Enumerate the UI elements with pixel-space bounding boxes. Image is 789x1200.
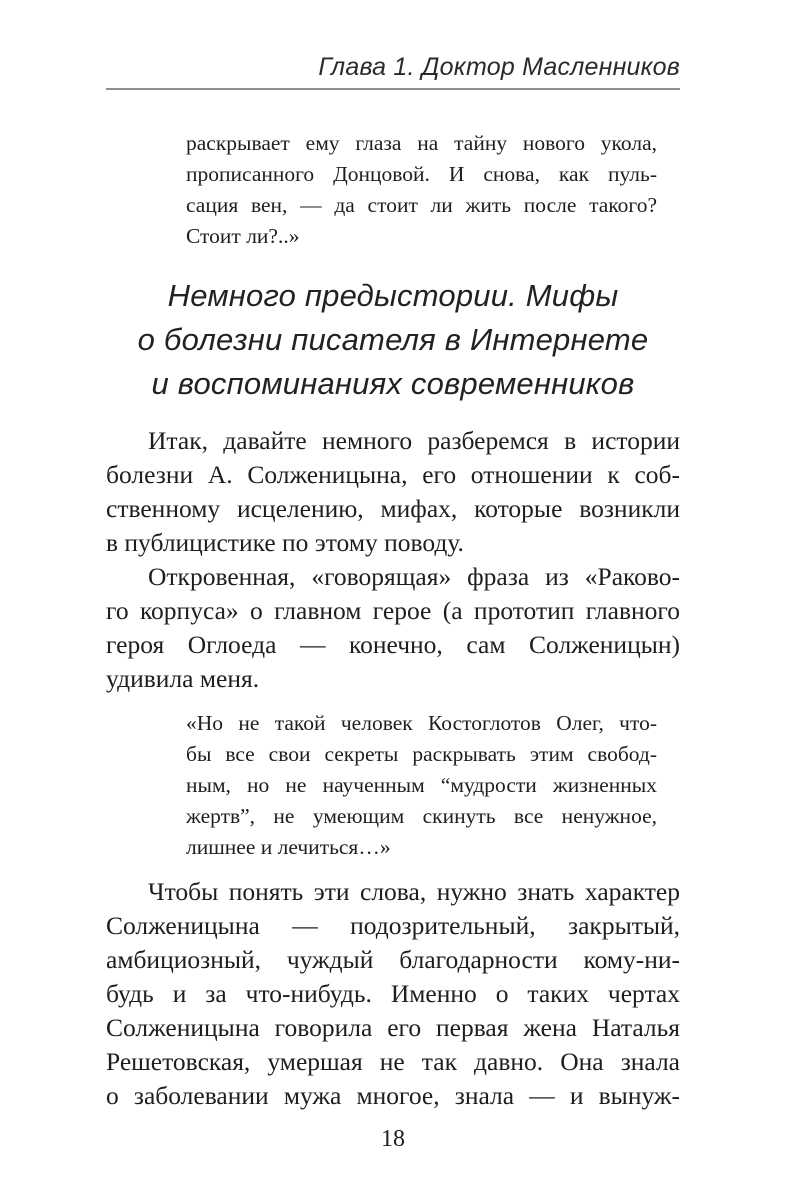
page-number: 18 — [381, 1126, 405, 1152]
quote-line: бы все свои секреты раскрывать этим свобод- — [186, 742, 657, 766]
paragraph-line: героя Оглоеда — конечно, сам Солженицын) — [106, 630, 680, 659]
paragraph-line: Чтобы понять эти слова, нужно знать характер — [148, 877, 680, 906]
paragraph-line: Откровенная, «говорящая» фраза из «Раково- — [148, 562, 680, 591]
paragraph-3 — [106, 875, 680, 1113]
paragraph-line: в публицистике по этому поводу. — [106, 528, 464, 557]
quote-line: Стоит ли?..» — [186, 224, 300, 248]
section-heading-line: о болезни писателя в Интернете — [137, 322, 649, 357]
quote-line: прописанного Донцовой. И снова, как пуль- — [186, 162, 657, 186]
header-rule — [106, 88, 680, 90]
paragraph-1 — [106, 424, 680, 560]
paragraph-line: Солженицына говорила его первая жена Наталья — [106, 1013, 680, 1042]
paragraph-line: амбициозный, чуждый благодарности кому-ни- — [106, 945, 680, 974]
paragraph-line: о заболевании мужа многое, знала — и вынуж- — [106, 1081, 680, 1110]
paragraph-line: ственному исцелению, мифах, которые возникли — [106, 494, 680, 523]
quote-block-1 — [186, 128, 657, 252]
paragraph-line: удивила меня. — [106, 664, 260, 693]
quote-block-2 — [186, 708, 657, 863]
section-heading-line: Немного предыстории. Мифы — [167, 278, 619, 313]
quote-line: ным, но не наученным “мудрости жизненных — [186, 773, 657, 797]
quote-line: сация вен, — да стоит ли жить после такого? — [186, 193, 657, 217]
paragraph-line: будь и за что-нибудь. Именно о таких чертах — [106, 979, 680, 1008]
chapter-running-head: Глава 1. Доктор Масленников — [318, 53, 680, 81]
quote-line: «Но не такой человек Костоглотов Олег, что- — [186, 711, 657, 735]
paragraph-line: болезни А. Солженицына, его отношении к соб- — [106, 460, 680, 489]
paragraph-line: Солженицына — подозрительный, закрытый, — [106, 911, 680, 940]
quote-line: жертв”, не умеющим скинуть все ненужное, — [186, 804, 657, 828]
section-heading-line: и воспоминаниях современников — [151, 366, 635, 401]
paragraph-2 — [106, 560, 680, 696]
paragraph-line: Решетовская, умершая не так давно. Она знала — [106, 1047, 680, 1076]
quote-line: раскрывает ему глаза на тайну нового укола, — [186, 131, 657, 155]
quote-line: лишнее и лечиться…» — [186, 835, 391, 859]
section-heading — [106, 274, 680, 406]
paragraph-line: го корпуса» о главном герое (а прототип главного — [106, 596, 680, 625]
paragraph-line: Итак, давайте немного разберемся в истории — [148, 426, 680, 455]
